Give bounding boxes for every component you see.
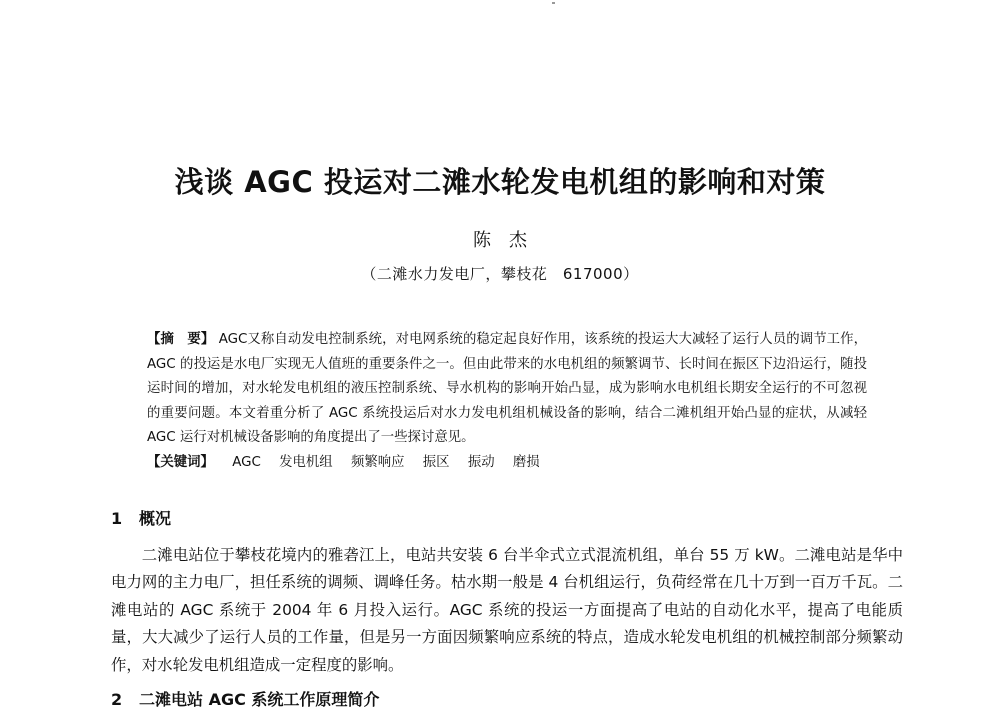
- section-heading-2: [111, 687, 379, 710]
- abstract-label: 【摘 要】: [147, 332, 215, 347]
- keyword: AGC: [232, 455, 261, 470]
- paper-title: 浅谈 AGC 投运对二滩水轮发电机组的影响和对策: [174, 165, 826, 199]
- author-name: 陈杰: [473, 230, 545, 251]
- keywords: [147, 451, 867, 475]
- keyword: 磨损: [512, 455, 540, 470]
- keyword: 发电机组: [279, 455, 333, 470]
- section-1-paragraph: 二滩电站位于攀枝花境内的雅砻江上，电站共安装 6 台半伞式立式混流机组，单台 55 万 kW。二滩电站是华中电力网的主力电厂，担任系统的调频、调峰任务。枯水期一般是 4 台机组运行，负荷经常在几十万到一百万千瓦。二滩电站的 AGC 系统于 2004 年 6 月投入运行。AGC 系统的投运一方面提高了电站的自动化水平，提高了电能质量，大大减少了运行人员的工作量，但是另一方面因频繁响应系统的特点，造成水轮发电机组的机械控制部分频繁动作，对水轮发电机组造成一定程度的影响。: [111, 546, 903, 674]
- keyword: 频繁响应: [350, 455, 405, 470]
- section-heading-1: [111, 506, 171, 529]
- section-title: 二滩电站 AGC 系统工作原理简介: [139, 690, 380, 709]
- section-title: 概况: [139, 509, 172, 528]
- keyword: 振动: [467, 455, 495, 470]
- author-affiliation: （二滩水力发电厂，攀枝花 617000）: [361, 265, 639, 283]
- abstract-text: AGC又称自动发电控制系统，对电网系统的稳定起良好作用，该系统的投运大大减轻了运行人员的调节工作，AGC 的投运是水电厂实现无人值班的重要条件之一。但由此带来的水电机组的频繁调节、长时间在振区下边沿运行，随投运时间的增加，对水轮发电机组的液压控制系统、导水机构的影响开始凸显，成为影响水电机组长期安全运行的不可忽视的重要问题。本文着重分析了 AGC 系统投运后对水力发电机组机械设备的影响，结合二滩机组开始凸显的症状，从减轻 AGC 运行对机械设备影响的角度提出了一些探讨意见。: [147, 332, 867, 446]
- section-number: 2: [111, 690, 123, 709]
- scan-artifact: [552, 2, 555, 4]
- abstract: [147, 328, 867, 451]
- keywords-label: 【关键词】: [147, 455, 214, 470]
- section-number: 1: [111, 509, 123, 528]
- keyword: 振区: [422, 455, 450, 470]
